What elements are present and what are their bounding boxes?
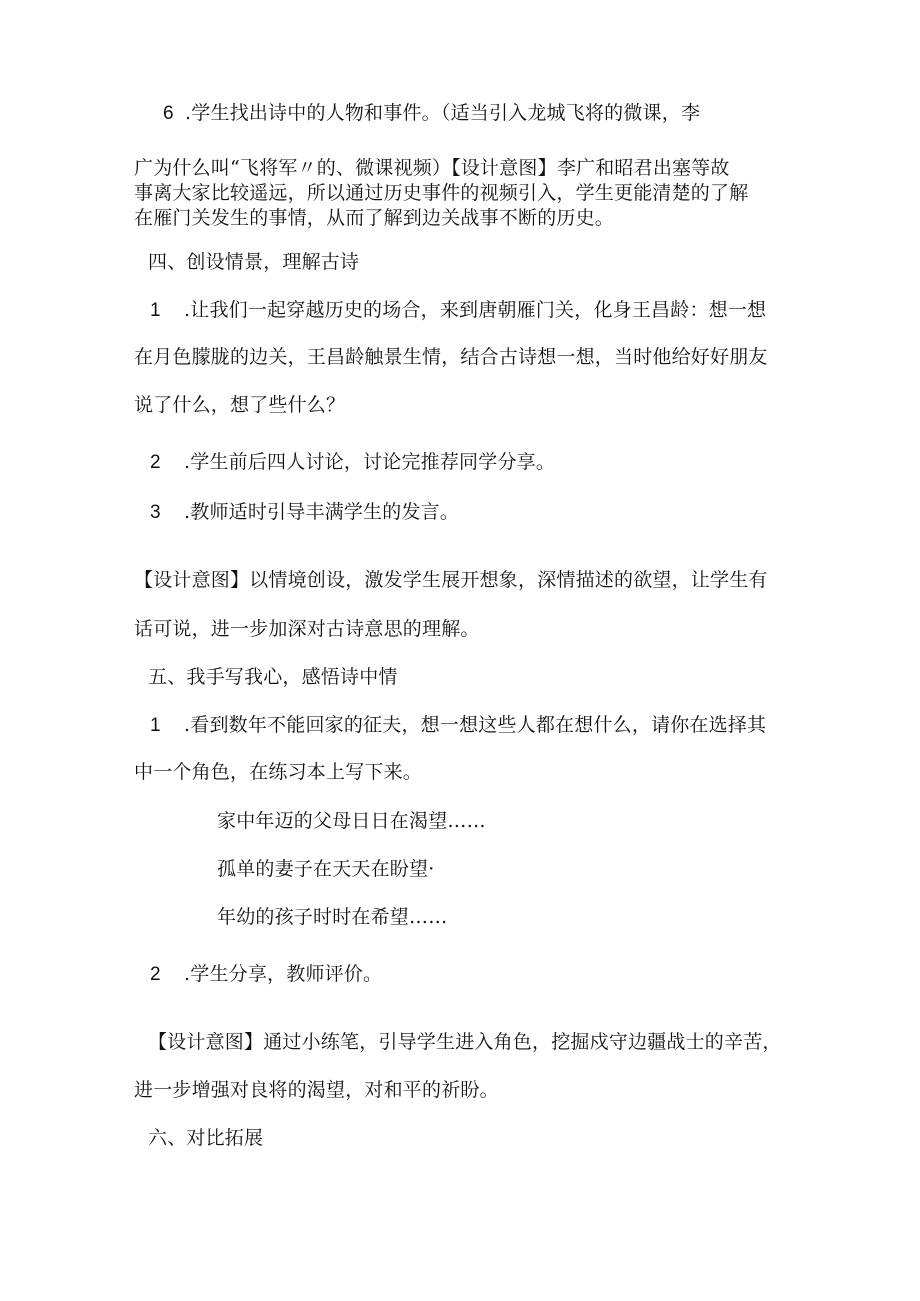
section4-heading: 四、创设情景，理解古诗 — [148, 251, 360, 273]
section5-design-intent-line1: 【设计意图】通过小练笔，引导学生进入角色，挖掘戍守边疆战士的辛苦， — [148, 1031, 782, 1053]
section5-prompt-parents: 家中年迈的父母日日在渴望…… — [217, 810, 486, 832]
section5-prompt-wife: 孤单的妻子在天天在盼望· — [217, 858, 435, 880]
item6-line2: 广为什么叫“飞将军〃的、微课视频）【设计意图】李广和昭君出塞等故 — [134, 157, 730, 179]
item-number: 2 — [150, 964, 161, 985]
section4-item2: 2 .学生前后四人讨论，讨论完推荐同学分享。 — [150, 451, 556, 473]
item-number: 6 — [163, 103, 174, 124]
section5-heading: 五、我手写我心，感悟诗中情 — [148, 666, 398, 688]
section4-item3: 3 .教师适时引导丰满学生的发言。 — [150, 501, 460, 523]
section5-prompt-child: 年幼的孩子时时在希望…… — [217, 906, 448, 928]
section4-design-intent-line2: 话可说，进一步加深对古诗意思的理解。 — [134, 618, 480, 640]
section5-item1-line1: 1 .看到数年不能回家的征夫，想一想这些人都在想什么，请你在选择其 — [150, 714, 767, 736]
section4-design-intent-line1: 【设计意图】以情境创设，激发学生展开想象，深情描述的欲望，让学生有 — [134, 569, 768, 591]
item6-line3: 事离大家比较遥远，所以通过历史事件的视频引入，学生更能清楚的了解 — [134, 182, 749, 204]
section5-design-intent-line2: 进一步增强对良将的渴望，对和平的祈盼。 — [134, 1079, 499, 1101]
item-number: 2 — [150, 452, 161, 473]
section5-item1-line2: 中一个角色，在练习本上写下来。 — [134, 761, 423, 783]
item-number: 3 — [150, 502, 161, 523]
section6-heading: 六、对比拓展 — [148, 1127, 264, 1149]
item-number: 1 — [150, 300, 161, 321]
section4-item1-line1: 1 .让我们一起穿越历史的场合，来到唐朝雁门关，化身王昌龄：想一想 — [150, 299, 767, 321]
item6-line4: 在雁门关发生的事情，从而了解到边关战事不断的历史。 — [134, 207, 615, 229]
section5-item2: 2 .学生分享，教师评价。 — [150, 963, 383, 985]
section4-item1-line2: 在月色朦胧的边关，王昌龄触景生情，结合古诗想一想，当时他给好好朋友 — [134, 346, 768, 368]
item-number: 1 — [150, 715, 161, 736]
item6-line1: 6 .学生找出诗中的人物和事件。（适当引入龙城飞将的微课，李 — [163, 102, 701, 124]
section4-item1-line3: 说了什么，想了些什么？ — [134, 394, 346, 416]
